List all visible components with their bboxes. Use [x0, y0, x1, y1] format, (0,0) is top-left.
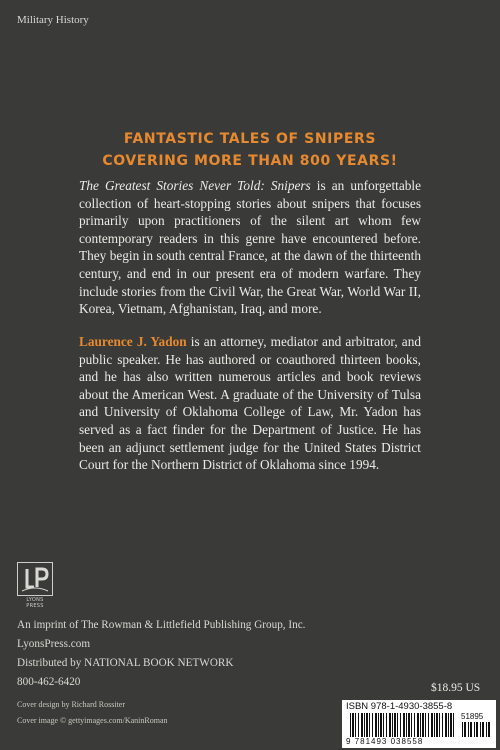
imprint-line: An imprint of The Rowman & Littlefield Publishing Group, Inc. [17, 619, 306, 631]
book-title-italic: The Greatest Stories Never Told: Snipers [79, 178, 311, 193]
headline [0, 128, 500, 172]
publisher-phone: 800-462-6420 [17, 676, 81, 688]
lighthouse-icon [18, 563, 52, 595]
isbn-number: ISBN 978-1-4930-3855-8 [346, 701, 453, 712]
book-description [79, 177, 421, 318]
logo-caption: LYONS PRESS [26, 597, 44, 609]
author-name: Laurence J. Yadon [79, 334, 187, 349]
addon-digits: 51895 [461, 712, 484, 721]
category-label: Military History [17, 14, 89, 26]
ean-digits: 9 781493 038558 [346, 737, 424, 746]
description-text: is an unforgettable collection of heart-stopping stories about snipers that focuses primarily upon practitioners of the silent art whom few contemporary readers in this genre have encountered before. They begin in south central France, at the dawn of the thirteenth century, and end in our present era of modern warfare. They include stories from the Civil War, the Great War, World War II, Korea, Vietnam, Afghanistan, Iraq, and more. [79, 178, 421, 317]
addon-barcode-bars [462, 722, 492, 737]
author-bio-text: is an attorney, mediator and arbitrator, and public speaker. He has authored or coauthored thirteen books, and he has also written numerous articles and book reviews about the American West. A graduate of the University of Tulsa and University of Oklahoma College of Law, Mr. Yadon has served as a fact finder for the Department of Justice. He has been an adjunct settlement judge for the United States District Court for the Northern District of Oklahoma since 1994. [79, 334, 421, 473]
cover-image-credit: Cover image © gettyimages.com/KaninRoman [17, 716, 168, 725]
author-bio [79, 333, 421, 474]
ean-barcode-bars [350, 713, 456, 737]
price-label: $18.95 US [431, 682, 481, 694]
headline-line-1: FANTASTIC TALES OF SNIPERS [123, 131, 377, 147]
lyons-press-logo [17, 562, 53, 608]
cover-design-credit: Cover design by Richard Rossiter [17, 700, 125, 709]
headline-line-2: COVERING MORE THAN 800 YEARS! [102, 153, 398, 169]
logo-emblem [17, 562, 53, 596]
publisher-website[interactable]: LyonsPress.com [17, 638, 91, 650]
isbn-barcode [342, 700, 496, 748]
distributor-line: Distributed by NATIONAL BOOK NETWORK [17, 657, 234, 669]
